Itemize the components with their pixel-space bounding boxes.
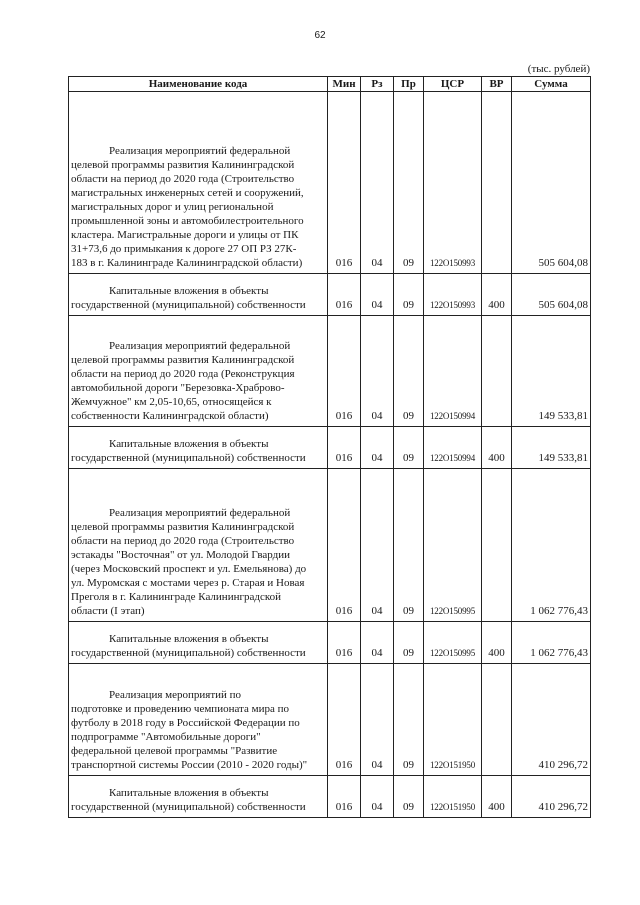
cell-pr: 09 bbox=[394, 316, 424, 427]
name-line: государственной (муниципальной) собственности bbox=[71, 647, 306, 659]
name-line: Реализация мероприятий федеральной bbox=[109, 340, 291, 352]
name-line: кластера. Магистральные дороги и улицы от ПК bbox=[71, 229, 299, 241]
page-number: 62 bbox=[314, 30, 326, 41]
table-row bbox=[69, 776, 591, 818]
cell-min: 016 bbox=[328, 776, 361, 818]
table-row bbox=[69, 427, 591, 469]
cell-rz: 04 bbox=[361, 316, 394, 427]
budget-table bbox=[68, 76, 591, 818]
cell-vr: 400 bbox=[482, 776, 512, 818]
name-line: Реализация мероприятий федеральной bbox=[109, 145, 291, 157]
cell-min: 016 bbox=[328, 274, 361, 316]
header-sum: Сумма bbox=[512, 77, 591, 92]
name-line: Преголя в г. Калининграде Калининградской bbox=[71, 591, 282, 603]
cell-vr bbox=[482, 92, 512, 274]
name-line: промышленной зоны и автомобилестроительного bbox=[71, 215, 304, 227]
cell-vr: 400 bbox=[482, 427, 512, 469]
header-csr: ЦСР bbox=[424, 77, 482, 92]
name-line: подпрограмме "Автомобильные дороги" bbox=[71, 731, 261, 743]
cell-name bbox=[69, 469, 328, 622]
header-min: Мин bbox=[328, 77, 361, 92]
cell-pr: 09 bbox=[394, 622, 424, 664]
cell-name bbox=[69, 427, 328, 469]
cell-name bbox=[69, 664, 328, 776]
cell-min: 016 bbox=[328, 427, 361, 469]
cell-sum: 410 296,72 bbox=[512, 776, 591, 818]
cell-pr: 09 bbox=[394, 664, 424, 776]
name-line: государственной (муниципальной) собственности bbox=[71, 801, 306, 813]
cell-pr: 09 bbox=[394, 469, 424, 622]
cell-sum: 149 533,81 bbox=[512, 427, 591, 469]
units-label: (тыс. рублей) bbox=[527, 63, 590, 75]
cell-vr: 400 bbox=[482, 622, 512, 664]
cell-sum: 505 604,08 bbox=[512, 92, 591, 274]
table-row bbox=[69, 664, 591, 776]
cell-vr bbox=[482, 664, 512, 776]
name-line: области на период до 2020 года (Строительство bbox=[71, 535, 295, 547]
header-name: Наименование кода bbox=[69, 77, 328, 92]
cell-csr: 122О150994 bbox=[424, 316, 482, 427]
name-line: магистральных дорог и улиц региональной bbox=[71, 201, 274, 213]
name-line: области на период до 2020 года (Реконструкция bbox=[71, 368, 295, 380]
cell-vr bbox=[482, 316, 512, 427]
cell-rz: 04 bbox=[361, 776, 394, 818]
table-row bbox=[69, 469, 591, 622]
cell-name bbox=[69, 776, 328, 818]
table-row bbox=[69, 622, 591, 664]
cell-pr: 09 bbox=[394, 427, 424, 469]
header-row bbox=[69, 77, 591, 92]
name-line: области на период до 2020 года (Строительство bbox=[71, 173, 295, 185]
name-line: Реализация мероприятий федеральной bbox=[109, 507, 291, 519]
cell-name bbox=[69, 622, 328, 664]
cell-vr bbox=[482, 469, 512, 622]
name-line: государственной (муниципальной) собственности bbox=[71, 299, 306, 311]
cell-csr: 122О150994 bbox=[424, 427, 482, 469]
table-row bbox=[69, 274, 591, 316]
cell-csr: 122О150995 bbox=[424, 469, 482, 622]
cell-rz: 04 bbox=[361, 92, 394, 274]
name-line: целевой программы развития Калининградской bbox=[71, 354, 295, 366]
cell-sum: 149 533,81 bbox=[512, 316, 591, 427]
name-line: Капитальные вложения в объекты bbox=[109, 285, 269, 297]
cell-rz: 04 bbox=[361, 427, 394, 469]
cell-sum: 1 062 776,43 bbox=[512, 622, 591, 664]
name-line: федеральной целевой программы "Развитие bbox=[71, 745, 278, 757]
name-line: государственной (муниципальной) собственности bbox=[71, 452, 306, 464]
header-vr: ВР bbox=[482, 77, 512, 92]
cell-csr: 122О150995 bbox=[424, 622, 482, 664]
cell-min: 016 bbox=[328, 622, 361, 664]
cell-csr: 122О151950 bbox=[424, 776, 482, 818]
name-line: области (I этап) bbox=[71, 605, 145, 617]
cell-name bbox=[69, 316, 328, 427]
header-pr: Пр bbox=[394, 77, 424, 92]
name-line: 31+73,6 до примыкания к дороге 27 ОП РЗ 27К- bbox=[71, 243, 297, 255]
cell-min: 016 bbox=[328, 316, 361, 427]
name-line: футболу в 2018 году в Российской Федерации по bbox=[71, 717, 300, 729]
cell-pr: 09 bbox=[394, 92, 424, 274]
cell-min: 016 bbox=[328, 469, 361, 622]
name-line: Капитальные вложения в объекты bbox=[109, 787, 269, 799]
name-line: Жемчужное" км 2,05-10,65, относящейся к bbox=[71, 396, 272, 408]
cell-sum: 505 604,08 bbox=[512, 274, 591, 316]
name-line: Капитальные вложения в объекты bbox=[109, 438, 269, 450]
cell-csr: 122О150993 bbox=[424, 92, 482, 274]
name-line: собственности Калининградской области) bbox=[71, 410, 269, 422]
name-line: целевой программы развития Калининградской bbox=[71, 521, 295, 533]
cell-sum: 1 062 776,43 bbox=[512, 469, 591, 622]
name-line: Капитальные вложения в объекты bbox=[109, 633, 269, 645]
name-line: транспортной системы России (2010 - 2020 годы)" bbox=[71, 759, 308, 771]
name-line: (через Московский проспект и ул. Емельянова) до bbox=[71, 563, 307, 575]
cell-vr: 400 bbox=[482, 274, 512, 316]
name-line: эстакады "Восточная" от ул. Молодой Гвардии bbox=[71, 549, 290, 561]
table-row bbox=[69, 92, 591, 274]
cell-sum: 410 296,72 bbox=[512, 664, 591, 776]
cell-csr: 122О150993 bbox=[424, 274, 482, 316]
cell-name bbox=[69, 274, 328, 316]
cell-name bbox=[69, 92, 328, 274]
name-line: ул. Муромская с мостами через р. Старая и Новая bbox=[71, 577, 305, 589]
cell-min: 016 bbox=[328, 92, 361, 274]
name-line: целевой программы развития Калининградской bbox=[71, 159, 295, 171]
cell-rz: 04 bbox=[361, 274, 394, 316]
cell-rz: 04 bbox=[361, 622, 394, 664]
name-line: 183 в г. Калининграде Калининградской области) bbox=[71, 257, 303, 269]
cell-rz: 04 bbox=[361, 664, 394, 776]
name-line: Реализация мероприятий по bbox=[109, 689, 242, 701]
cell-min: 016 bbox=[328, 664, 361, 776]
cell-rz: 04 bbox=[361, 469, 394, 622]
name-line: автомобильной дороги "Березовка-Храброво- bbox=[71, 382, 285, 394]
table-row bbox=[69, 316, 591, 427]
name-line: подготовке и проведению чемпионата мира по bbox=[71, 703, 290, 715]
cell-pr: 09 bbox=[394, 274, 424, 316]
name-line: магистральных инженерных сетей и сооружений, bbox=[71, 187, 304, 199]
cell-csr: 122О151950 bbox=[424, 664, 482, 776]
header-rz: Рз bbox=[361, 77, 394, 92]
cell-pr: 09 bbox=[394, 776, 424, 818]
